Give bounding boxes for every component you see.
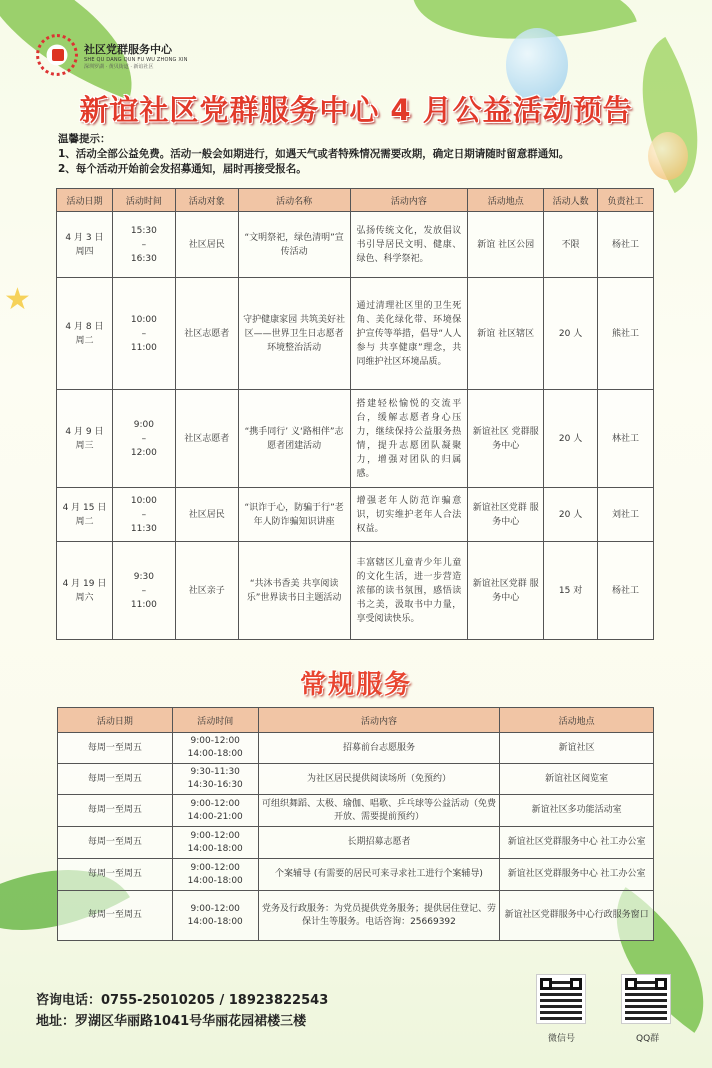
wechat-qr-label: 微信号 [548, 1034, 576, 1044]
logo-pinyin: SHE QU DANG QUN FU WU ZHONG XIN [84, 56, 188, 63]
column-header: 活动对象 [175, 189, 238, 212]
place-cell: 新谊 社区公园 [468, 212, 544, 278]
time-range: 9:00-12:00 [190, 798, 240, 809]
date-cell [57, 278, 113, 390]
contact-block [36, 990, 328, 1032]
column-header: 活动内容 [258, 708, 500, 733]
column-header: 活动日期 [57, 189, 113, 212]
column-header: 负责社工 [598, 189, 654, 212]
place-cell: 新谊 社区辖区 [468, 278, 544, 390]
place-cell: 新谊社区党群服务中心 社工办公室 [500, 859, 654, 891]
date-text: 4 月 15 日 [62, 502, 107, 513]
table-row [58, 733, 654, 764]
weekday-text: 周二 [75, 335, 94, 346]
activity-content-cell: 弘扬传统文化，发放倡议书引导居民文明、健康、绿色、科学祭祀。 [350, 212, 468, 278]
staff-cell: 刘社工 [598, 488, 654, 542]
activity-content-cell: 通过清理社区里的卫生死角、美化绿化带、环境保护宣传等举措，倡导“人人参与 共享健康”理念，共同维护社区环境品质。 [350, 278, 468, 390]
time-range: 14:00-18:00 [187, 916, 243, 927]
time-cell [112, 542, 175, 640]
notice-line: 2、每个活动开始前会发招募通知，届时再接受报名。 [58, 163, 307, 175]
page-title: 新谊社区党群服务中心 4 月公益活动预告 [79, 93, 633, 127]
people-cell: 20 人 [544, 488, 598, 542]
time-range: 14:00-18:00 [187, 843, 243, 854]
time-cell [172, 827, 258, 859]
qq-qr-label: QQ群 [636, 1034, 660, 1044]
table-row [58, 764, 654, 795]
column-header: 活动时间 [172, 708, 258, 733]
start-time: 9:00 [133, 419, 154, 430]
time-range: 14:00-18:00 [187, 875, 243, 886]
hot-air-balloon-icon [648, 132, 688, 180]
people-cell: 15 对 [544, 542, 598, 640]
date-cell: 每周一至周五 [58, 795, 173, 827]
column-header: 活动内容 [350, 189, 468, 212]
time-cell [172, 891, 258, 941]
end-time: 11:00 [130, 342, 157, 353]
time-range: 14:30-16:30 [187, 780, 243, 790]
staff-cell: 杨社工 [598, 542, 654, 640]
contact-phone: 咨询电话：0755-25010205 / 18923822543 [36, 993, 329, 1008]
content-cell: 个案辅导 (有需要的居民可来寻求社工进行个案辅导) [258, 859, 500, 891]
column-header: 活动地点 [468, 189, 544, 212]
time-dash: – [141, 239, 147, 250]
contact-address: 地址：罗湖区华丽路1041号华丽花园裙楼三楼 [36, 1014, 307, 1029]
column-header: 活动地点 [500, 708, 654, 733]
place-cell: 新谊社区党群服务中心 社工办公室 [500, 827, 654, 859]
table-row [58, 891, 654, 941]
weekday-text: 周四 [75, 246, 94, 257]
notice-block [58, 132, 569, 177]
people-cell: 20 人 [544, 278, 598, 390]
time-cell [112, 278, 175, 390]
activity-table [56, 188, 654, 640]
date-cell: 每周一至周五 [58, 827, 173, 859]
end-time: 16:30 [130, 253, 157, 264]
people-cell: 不限 [544, 212, 598, 278]
activity-content-cell: 搭建轻松愉悦的交流平台，缓解志愿者身心压力，继续保持公益服务热情，提升志愿团队凝聚力，增强对团队的归属感。 [350, 390, 468, 488]
time-range: 9:00-12:00 [190, 862, 240, 873]
weekday-text: 周六 [75, 592, 94, 603]
time-range: 9:00-12:00 [190, 830, 240, 841]
time-cell [112, 488, 175, 542]
qq-qr-code[interactable] [622, 975, 670, 1023]
table-row [57, 542, 654, 640]
time-range: 9:00-12:00 [190, 903, 240, 914]
date-text: 4 月 8 日 [65, 321, 104, 332]
time-cell [172, 859, 258, 891]
notice-heading: 温馨提示： [58, 133, 111, 145]
end-time: 11:30 [130, 523, 157, 534]
logo [36, 34, 188, 76]
end-time: 11:00 [130, 599, 157, 610]
time-cell [112, 212, 175, 278]
target-cell: 社区居民 [175, 488, 238, 542]
column-header: 活动日期 [58, 708, 173, 733]
time-dash: – [141, 328, 147, 339]
date-text: 4 月 9 日 [65, 426, 104, 437]
place-cell: 新谊社区党群服务中心行政服务窗口 [500, 891, 654, 941]
place-cell: 新谊社区 [500, 733, 654, 764]
time-cell [112, 390, 175, 488]
table-row [57, 212, 654, 278]
time-dash: – [141, 509, 147, 520]
place-cell: 新谊社区党群 服务中心 [468, 542, 544, 640]
table-row [58, 795, 654, 827]
time-cell [172, 733, 258, 764]
time-dash: – [141, 433, 147, 444]
target-cell: 社区志愿者 [175, 390, 238, 488]
date-cell: 每周一至周五 [58, 891, 173, 941]
people-cell: 20 人 [544, 390, 598, 488]
activity-content-cell: 增强老年人防范诈骗意识，切实维护老年人合法权益。 [350, 488, 468, 542]
table-header-row [58, 708, 654, 733]
date-text: 4 月 3 日 [65, 232, 104, 243]
activity-content-cell: 丰富辖区儿童青少年儿童的文化生活，进一步营造浓郁的读书氛围，感悟读书之美，汲取书中力量，享受阅读快乐。 [350, 542, 468, 640]
activity-name-cell: “携手同行’ 义‘路相伴”志愿者团建活动 [238, 390, 350, 488]
date-cell [57, 488, 113, 542]
logo-subtitle: 深圳罗湖 · 黄贝街道 · 新谊社区 [84, 63, 154, 70]
date-cell: 每周一至周五 [58, 859, 173, 891]
date-cell [57, 212, 113, 278]
time-range: 14:00-18:00 [187, 749, 243, 759]
party-emblem-icon [36, 34, 78, 76]
staff-cell: 熊社工 [598, 278, 654, 390]
staff-cell: 林社工 [598, 390, 654, 488]
weekday-text: 周三 [75, 440, 94, 451]
table-row [57, 390, 654, 488]
notice-line: 1、活动全部公益免费。活动一般会如期进行，如遇天气或者特殊情况需要改期，确定日期请随时留意群通知。 [58, 148, 570, 160]
activity-name-cell: “共沐书香美 共享阅读乐”世界读书日主题活动 [238, 542, 350, 640]
table-row [58, 827, 654, 859]
content-cell: 为社区居民提供阅读场所（免预约） [258, 764, 500, 795]
place-cell: 新谊社区多功能活动室 [500, 795, 654, 827]
time-dash: – [141, 585, 147, 596]
date-cell [57, 390, 113, 488]
start-time: 15:30 [130, 225, 157, 236]
table-row [57, 278, 654, 390]
column-header: 活动名称 [238, 189, 350, 212]
start-time: 10:00 [130, 314, 157, 325]
wechat-qr-code[interactable] [537, 975, 585, 1023]
table-row [57, 488, 654, 542]
date-cell: 每周一至周五 [58, 764, 173, 795]
start-time: 9:30 [133, 571, 154, 582]
place-cell: 新谊社区党群 服务中心 [468, 488, 544, 542]
column-header: 活动时间 [112, 189, 175, 212]
date-cell [57, 542, 113, 640]
time-cell [172, 764, 258, 795]
section-title: 常规服务 [299, 670, 412, 700]
activity-name-cell: “文明祭祀，绿色清明”宣传活动 [238, 212, 350, 278]
start-time: 10:00 [130, 495, 157, 506]
time-range: 9:30-11:30 [190, 767, 240, 777]
table-row [58, 859, 654, 891]
content-cell: 党务及行政服务：为党员提供党务服务；提供居住登记、劳保计生等服务。电话咨询：25669392 [258, 891, 500, 941]
regular-service-table [57, 707, 654, 941]
place-cell: 新谊社区阅览室 [500, 764, 654, 795]
target-cell: 社区居民 [175, 212, 238, 278]
column-header: 活动人数 [544, 189, 598, 212]
date-cell: 每周一至周五 [58, 733, 173, 764]
staff-cell: 杨社工 [598, 212, 654, 278]
time-range: 9:00-12:00 [190, 736, 240, 746]
time-cell [172, 795, 258, 827]
target-cell: 社区亲子 [175, 542, 238, 640]
content-cell: 招募前台志愿服务 [258, 733, 500, 764]
end-time: 12:00 [130, 447, 157, 458]
target-cell: 社区志愿者 [175, 278, 238, 390]
logo-name: 社区党群服务中心 [84, 42, 172, 56]
content-cell: 长期招募志愿者 [258, 827, 500, 859]
activity-name-cell: “识诈于心，防骗于行”老年人防诈骗知识讲座 [238, 488, 350, 542]
time-range: 14:00-21:00 [187, 811, 243, 822]
weekday-text: 周二 [75, 516, 94, 527]
table-header-row [57, 189, 654, 212]
place-cell: 新谊社区 党群服务中心 [468, 390, 544, 488]
star-icon: ★ [4, 282, 31, 317]
date-text: 4 月 19 日 [62, 578, 107, 589]
activity-name-cell: 守护健康家园 共筑美好社区——世界卫生日志愿者环境整治活动 [238, 278, 350, 390]
content-cell: 可组织舞蹈、太极、瑜伽、唱歌、乒乓球等公益活动（免费开放、需要提前预约） [258, 795, 500, 827]
